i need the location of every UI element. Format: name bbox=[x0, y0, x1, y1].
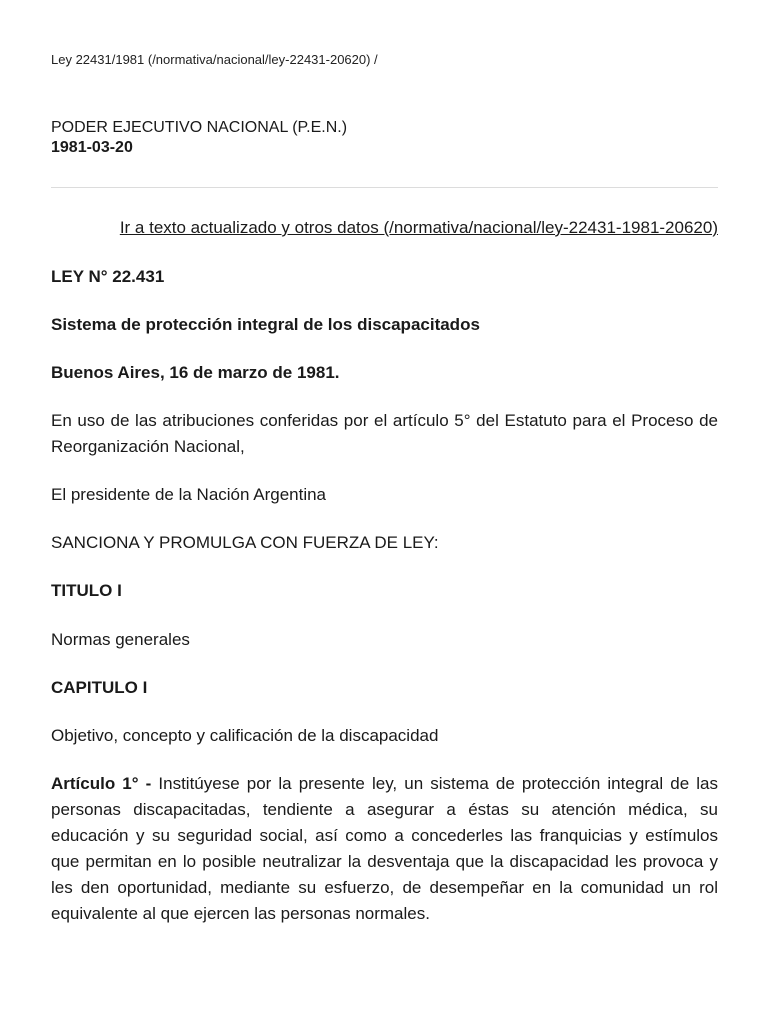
law-number: LEY N° 22.431 bbox=[51, 267, 165, 286]
issuer: PODER EJECUTIVO NACIONAL (P.E.N.) bbox=[51, 119, 348, 136]
president-line: El presidente de la Nación Argentina bbox=[51, 485, 327, 504]
preamble: En uso de las atribuciones conferidas por el artículo 5° del Estatuto para el Proceso de Reorganización Nacional, bbox=[51, 411, 718, 456]
article-1-text: Institúyese por la presente ley, un sistema de protección integral de las personas discapacitadas, tendiente a asegurar a éstas su atención médica, su educación y su seguridad social, así como a concederles las franquicias y estímulos que permitan en lo posible neutralizar la desventaja que la discapacidad les provoca y les den oportunidad, mediante su esfuerzo, de desempeñar en la comunidad un rol equivalente al que ejercen las personas normales. bbox=[51, 774, 718, 923]
titulo-heading: TITULO I bbox=[51, 581, 122, 600]
place-date: Buenos Aires, 16 de marzo de 1981. bbox=[51, 363, 340, 382]
divider bbox=[51, 187, 718, 188]
breadcrumb[interactable]: Ley 22431/1981 (/normativa/nacional/ley-22431-20620) / bbox=[51, 52, 378, 67]
law-title: Sistema de protección integral de los discapacitados bbox=[51, 315, 480, 334]
article-1-label: Artículo 1° - bbox=[51, 774, 152, 793]
capitulo-heading: CAPITULO I bbox=[51, 678, 148, 697]
updated-text-link[interactable]: Ir a texto actualizado y otros datos (/normativa/nacional/ley-22431-1981-20620) bbox=[119, 218, 718, 237]
publication-date: 1981-03-20 bbox=[51, 139, 133, 156]
sanction-line: SANCIONA Y PROMULGA CON FUERZA DE LEY: bbox=[51, 533, 439, 552]
article-1 bbox=[51, 771, 718, 927]
capitulo-name: Objetivo, concepto y calificación de la discapacidad bbox=[51, 726, 439, 745]
titulo-name: Normas generales bbox=[51, 630, 190, 649]
